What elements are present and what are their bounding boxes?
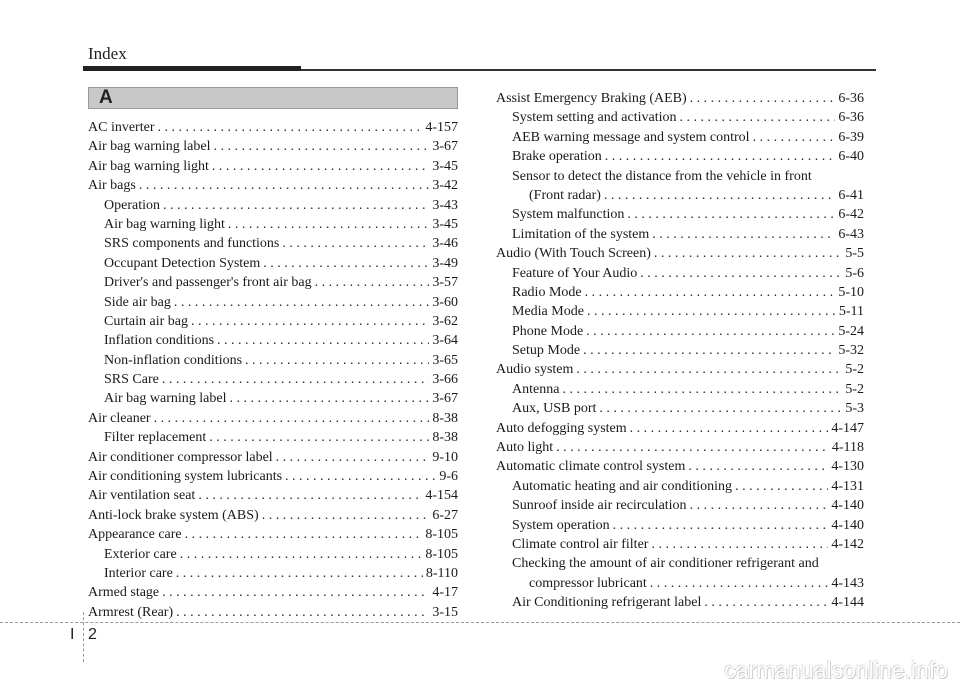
index-entry-text: Auto light — [496, 440, 554, 456]
dot-leader — [176, 564, 423, 583]
index-entry-page: 4-142 — [831, 536, 864, 552]
index-entry — [496, 593, 864, 612]
index-entry — [496, 554, 864, 573]
index-entry — [496, 535, 864, 554]
index-entry-text: Air ventilation seat — [88, 488, 196, 504]
index-entry-text: SRS Care — [104, 372, 159, 388]
index-entry — [88, 486, 458, 505]
index-entry-page: 8-105 — [425, 527, 458, 543]
index-entry-text: Automatic climate control system — [496, 459, 686, 475]
index-entry-page: 6-43 — [838, 226, 864, 242]
index-entry-page: 8-110 — [425, 565, 458, 581]
index-entry-text: Checking the amount of air conditioner refrigerant and — [512, 556, 819, 572]
footer-divider — [83, 612, 84, 662]
index-entry-text: Air bag warning light — [104, 216, 225, 232]
index-entry-text: Occupant Detection System — [104, 255, 261, 271]
index-entry — [88, 118, 458, 137]
index-entry — [496, 380, 864, 399]
index-entry-page: 3-46 — [432, 236, 458, 252]
index-entry — [88, 215, 458, 234]
index-entry-page: 6-41 — [838, 187, 864, 203]
index-entry-page: 9-10 — [432, 449, 458, 465]
index-entry-text: Limitation of the system — [512, 226, 650, 242]
dot-leader — [163, 196, 429, 215]
index-entry-page: 8-38 — [432, 430, 458, 446]
index-entry-page: 4-118 — [831, 440, 864, 456]
dot-leader — [157, 118, 422, 137]
index-entry-page: 4-17 — [432, 585, 458, 601]
dot-leader — [217, 331, 429, 350]
index-entry-page: 5-5 — [845, 246, 864, 262]
index-entry — [496, 302, 864, 321]
dot-leader — [209, 428, 429, 447]
dot-leader — [599, 399, 842, 418]
dot-leader — [174, 293, 429, 312]
index-entry-text: Feature of Your Audio — [512, 265, 638, 281]
index-entry-page: 3-65 — [432, 352, 458, 368]
dot-leader — [585, 283, 836, 302]
dot-leader — [562, 380, 842, 399]
dot-leader — [276, 448, 430, 467]
index-entry-text: System operation — [512, 517, 610, 533]
index-entry — [88, 603, 458, 622]
index-entry-text: Air bags — [88, 178, 136, 194]
index-entry-text: Armrest (Rear) — [88, 604, 174, 620]
dot-leader — [679, 108, 835, 127]
index-entry-page: 3-57 — [432, 275, 458, 291]
index-entry-page: 3-67 — [432, 139, 458, 155]
index-entry-page: 3-62 — [432, 313, 458, 329]
index-entry-page: 3-43 — [432, 197, 458, 213]
index-entry-text: Anti-lock brake system (ABS) — [88, 507, 259, 523]
index-entry — [496, 205, 864, 224]
dot-leader — [162, 583, 429, 602]
dot-leader — [263, 254, 429, 273]
dot-leader — [704, 593, 828, 612]
index-entry — [496, 574, 864, 593]
index-entry-page: 3-64 — [432, 333, 458, 349]
index-entry — [88, 312, 458, 331]
dot-leader — [180, 545, 423, 564]
index-entry-text: Armed stage — [88, 585, 160, 601]
dot-leader — [228, 215, 429, 234]
index-entry-page: 6-27 — [432, 507, 458, 523]
index-entry-text: System malfunction — [512, 207, 625, 223]
index-entry-text: Auto defogging system — [496, 420, 627, 436]
dot-leader — [735, 477, 828, 496]
dot-leader — [315, 273, 430, 292]
index-entry — [496, 419, 864, 438]
dot-leader — [245, 351, 429, 370]
index-entry — [88, 564, 458, 583]
index-entry — [496, 516, 864, 535]
index-entry-text: Non-inflation conditions — [104, 352, 243, 368]
index-entry — [496, 283, 864, 302]
dot-leader — [605, 147, 836, 166]
index-entry-page: 3-45 — [432, 158, 458, 174]
index-entry — [496, 360, 864, 379]
dot-leader — [556, 438, 829, 457]
dot-leader — [690, 496, 829, 515]
index-entry — [88, 467, 458, 486]
index-entry — [496, 186, 864, 205]
index-entry — [496, 147, 864, 166]
dot-leader — [139, 176, 430, 195]
index-entry-page: 6-42 — [838, 207, 864, 223]
index-entry-text: Audio system — [496, 362, 574, 378]
index-entry — [88, 448, 458, 467]
index-entry — [88, 137, 458, 156]
index-entry — [88, 525, 458, 544]
index-entry-text: Side air bag — [104, 294, 171, 310]
index-entry — [88, 293, 458, 312]
index-entry-page: 4-140 — [831, 498, 864, 514]
index-entry-page: 5-3 — [845, 401, 864, 417]
dot-leader — [753, 128, 836, 147]
index-entry-page: 5-2 — [845, 381, 864, 397]
index-entry — [496, 322, 864, 341]
footer-rule — [0, 622, 960, 623]
index-entry-page: 4-130 — [831, 459, 864, 475]
index-entry-text: Phone Mode — [512, 323, 584, 339]
dot-leader — [651, 535, 828, 554]
dot-leader — [154, 409, 430, 428]
index-entry — [88, 351, 458, 370]
index-entry-text: Air bag warning label — [104, 391, 227, 407]
index-entry — [496, 457, 864, 476]
index-entry — [88, 389, 458, 408]
index-entry — [496, 496, 864, 515]
index-entry-text: Exterior care — [104, 546, 177, 562]
index-entry-text: Curtain air bag — [104, 313, 188, 329]
header-rule-thick — [83, 66, 301, 71]
dot-leader — [587, 302, 836, 321]
index-entry-page: 4-144 — [831, 595, 864, 611]
section-letter-bar — [88, 87, 458, 109]
index-entry-page: 5-24 — [838, 323, 864, 339]
index-entry — [496, 264, 864, 283]
index-entry-text: compressor lubricant — [529, 575, 647, 591]
index-entry-page: 3-66 — [432, 372, 458, 388]
index-entry-page: 3-42 — [432, 178, 458, 194]
watermark: carmanualsonline.info — [724, 657, 948, 683]
dot-leader — [690, 89, 836, 108]
index-entry-page: 4-147 — [831, 420, 864, 436]
index-entry-text: Air conditioning system lubricants — [88, 469, 283, 485]
dot-leader — [213, 137, 429, 156]
index-entry-text: Operation — [104, 197, 160, 213]
index-entry — [496, 399, 864, 418]
index-entry-page: 4-131 — [831, 478, 864, 494]
page-title: Index — [88, 44, 127, 63]
index-entry — [88, 331, 458, 350]
index-entry — [88, 545, 458, 564]
index-entry-page: 8-38 — [432, 410, 458, 426]
index-entry-text: AEB warning message and system control — [512, 129, 750, 145]
index-entry — [88, 176, 458, 195]
index-entry-page: 6-40 — [838, 149, 864, 165]
index-entry-text: Aux, USB port — [512, 401, 597, 417]
dot-leader — [583, 341, 835, 360]
index-entry-page: 3-49 — [432, 255, 458, 271]
dot-leader — [627, 205, 835, 224]
index-entry-page: 6-36 — [838, 110, 864, 126]
index-entry-page: 5-2 — [845, 362, 864, 378]
index-entry — [496, 128, 864, 147]
index-entry-page: 4-143 — [831, 575, 864, 591]
index-entry — [496, 167, 864, 186]
index-entry-text: Sunroof inside air recirculation — [512, 498, 687, 514]
index-entry — [496, 89, 864, 108]
index-entry-text: Driver's and passenger's front air bag — [104, 275, 312, 291]
dot-leader — [282, 234, 429, 253]
index-entry-page: 8-105 — [425, 546, 458, 562]
index-entry-page: 3-15 — [432, 604, 458, 620]
index-entry-text: Filter replacement — [104, 430, 207, 446]
dot-leader — [212, 157, 429, 176]
dot-leader — [576, 360, 842, 379]
index-entry-text: Media Mode — [512, 304, 584, 320]
index-entry-page: 4-140 — [831, 517, 864, 533]
index-entry-text: Brake operation — [512, 149, 602, 165]
footer-page-number: 2 — [88, 626, 97, 643]
dot-leader — [198, 486, 422, 505]
index-entry-text: Air conditioner compressor label — [88, 449, 273, 465]
index-entry-page: 4-154 — [425, 488, 458, 504]
index-entry-text: Radio Mode — [512, 284, 582, 300]
index-entry — [496, 225, 864, 244]
index-entry — [496, 477, 864, 496]
index-entry — [496, 108, 864, 127]
index-entry-page: 3-60 — [432, 294, 458, 310]
footer-section-label: I — [70, 626, 75, 643]
index-entry — [88, 254, 458, 273]
dot-leader — [586, 322, 835, 341]
index-entry-text: Automatic heating and air conditioning — [512, 478, 733, 494]
index-entry-text: (Front radar) — [529, 187, 601, 203]
dot-leader — [262, 506, 430, 525]
index-entry — [88, 428, 458, 447]
dot-leader — [640, 264, 842, 283]
index-entry-page: 9-6 — [439, 469, 458, 485]
index-entry-text: Audio (With Touch Screen) — [496, 246, 651, 262]
index-column-right — [496, 89, 864, 613]
index-entry — [88, 409, 458, 428]
index-entry-text: Air Conditioning refrigerant label — [512, 595, 702, 611]
index-entry-text: Interior care — [104, 565, 173, 581]
index-entry-text: Assist Emergency Braking (AEB) — [496, 91, 687, 106]
index-entry-page: 5-6 — [845, 265, 864, 281]
index-entry-text: Climate control air filter — [512, 536, 649, 552]
index-entry-page: 3-67 — [432, 391, 458, 407]
index-entry — [496, 438, 864, 457]
index-entry — [496, 341, 864, 360]
dot-leader — [229, 389, 429, 408]
index-entry-text: SRS components and functions — [104, 236, 280, 252]
dot-leader — [650, 574, 829, 593]
index-entry — [88, 157, 458, 176]
index-entry — [88, 583, 458, 602]
index-entry-text: System setting and activation — [512, 110, 677, 126]
index-entry — [88, 234, 458, 253]
dot-leader — [176, 603, 429, 622]
dot-leader — [185, 525, 423, 544]
dot-leader — [191, 312, 429, 331]
index-entry-page: 5-11 — [838, 304, 864, 320]
dot-leader — [630, 419, 829, 438]
index-entry-text: Air bag warning light — [88, 158, 209, 174]
index-entry — [88, 506, 458, 525]
index-entry-page: 5-32 — [838, 343, 864, 359]
index-entry-page: 6-39 — [838, 129, 864, 145]
index-entry — [88, 370, 458, 389]
dot-leader — [688, 457, 828, 476]
dot-leader — [613, 516, 829, 535]
index-entry — [496, 244, 864, 263]
index-entry-page: 6-36 — [838, 91, 864, 106]
index-entry-page: 4-157 — [425, 120, 458, 135]
index-entry — [88, 273, 458, 292]
dot-leader — [654, 244, 842, 263]
index-entry-page: 3-45 — [432, 216, 458, 232]
index-entry-text: Air bag warning label — [88, 139, 211, 155]
dot-leader — [285, 467, 436, 486]
section-letter: A — [99, 87, 113, 108]
dot-leader — [652, 225, 835, 244]
header-rule-thin — [301, 69, 876, 71]
dot-leader — [162, 370, 429, 389]
dot-leader — [604, 186, 835, 205]
index-entry — [88, 196, 458, 215]
index-entry-text: Sensor to detect the distance from the vehicle in front — [512, 168, 812, 184]
index-entry-text: Appearance care — [88, 527, 182, 543]
index-entry-page: 5-10 — [838, 284, 864, 300]
index-entry-text: Air cleaner — [88, 410, 151, 426]
index-entry-text: Antenna — [512, 381, 560, 397]
index-entry-text: Setup Mode — [512, 343, 581, 359]
index-column-left — [88, 118, 458, 622]
index-entry-text: AC inverter — [88, 120, 155, 135]
index-entry-text: Inflation conditions — [104, 333, 215, 349]
